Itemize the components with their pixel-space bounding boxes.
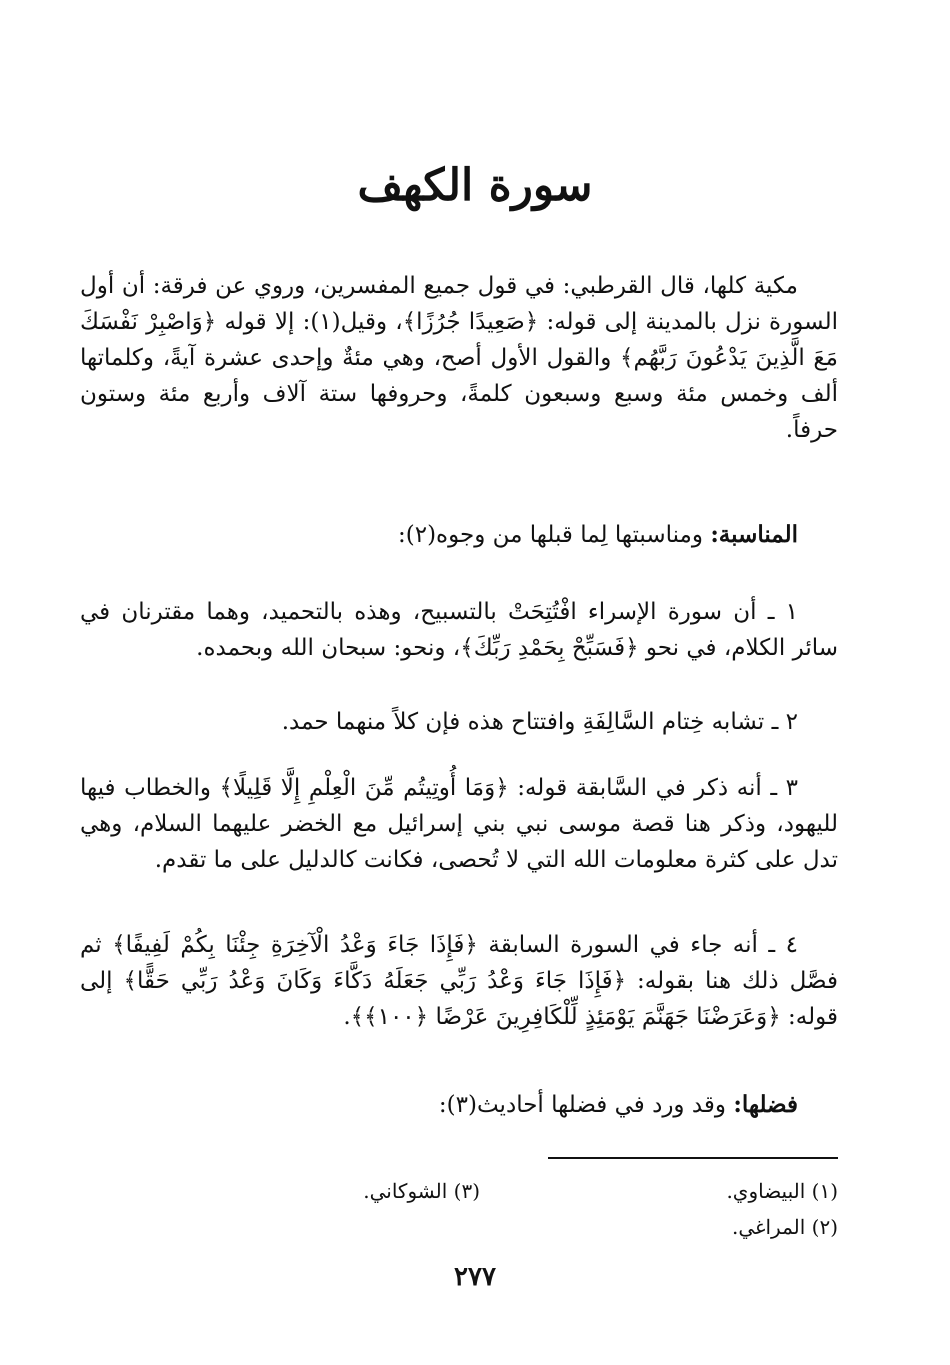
point-2: ٢ ـ تشابه خِتام السَّالِفَةِ وافتتاح هذه فإن كلاً منهما حمد.	[281, 709, 798, 735]
fadl-paragraph	[80, 1087, 838, 1123]
point-4: ٤ ـ أنه جاء في السورة السابقة ﴿فَإِذَا جَاءَ وَعْدُ الْآخِرَةِ جِئْنَا بِكُمْ لَفِيفًا﴾ ثم فصَّل ذلك هنا بقوله: ﴿فَإِذَا جَاءَ وَعْدُ رَبِّي جَعَلَهُ دَكَّاءَ وَكَانَ وَعْدُ رَبِّي حَقًّا﴾ إلى قوله: ﴿وَعَرَضْنَا جَهَنَّمَ يَوْمَئِذٍ لِّلْكَافِرِينَ عَرْضًا ﴿١٠٠﴾﴾.	[80, 932, 838, 1030]
fadl-text: وقد ورد في فضلها أحاديث(٣):	[438, 1092, 727, 1118]
surah-title: سورة الكهف	[357, 160, 593, 211]
munasaba-text: ومناسبتها لِما قبلها من وجوه(٢):	[397, 522, 703, 548]
footnote-1: (١) البيضاوي.	[726, 1179, 838, 1203]
munasaba-paragraph	[80, 517, 838, 553]
footnote-3: (٣) الشوكاني.	[363, 1179, 480, 1203]
intro-paragraph: مكية كلها، قال القرطبي: في قول جميع المفسرين، وروي عن فرقة: أن أول السورة نزل بالمدينة إلى قوله: ﴿صَعِيدًا جُرُزًا﴾، وقيل(١): إلا قوله ﴿وَاصْبِرْ نَفْسَكَ مَعَ الَّذِينَ يَدْعُونَ رَبَّهُم﴾ والقول الأول أصح، وهي مئةٌ وإحدى عشرة آيةً، وكلماتها ألف وخمس مئة وسبع وسبعون كلمةً، وحروفها ستة آلاف وأربع مئة وستون حرفاً.	[80, 273, 839, 443]
point-1: ١ ـ أن سورة الإسراء افْتُتِحَتْ بالتسبيح، وهذه بالتحميد، وهما مقترنان في سائر الكلام، في نحو ﴿فَسَبِّحْ بِحَمْدِ رَبِّكَ﴾، ونحو: سبحان الله وبحمده.	[80, 599, 838, 661]
footnote-2: (٢) المراغي.	[731, 1215, 838, 1239]
munasaba-label: المناسبة:	[710, 521, 798, 548]
page-number: ٢٧٧	[454, 1262, 496, 1292]
fadl-label: فضلها:	[733, 1091, 798, 1118]
point-3: ٣ ـ أنه ذكر في السَّابقة قوله: ﴿وَمَا أُوتِيتُم مِّنَ الْعِلْمِ إِلَّا قَلِيلًا﴾ والخطاب فيها لليهود، وذكر هنا قصة موسى نبي بني إسرائيل مع الخضر عليهما السلام، وهي تدل على كثرة معلومات الله التي لا تُحصى، فكانت كالدليل على ما تقدم.	[80, 775, 838, 873]
footnote-divider	[548, 1157, 838, 1159]
